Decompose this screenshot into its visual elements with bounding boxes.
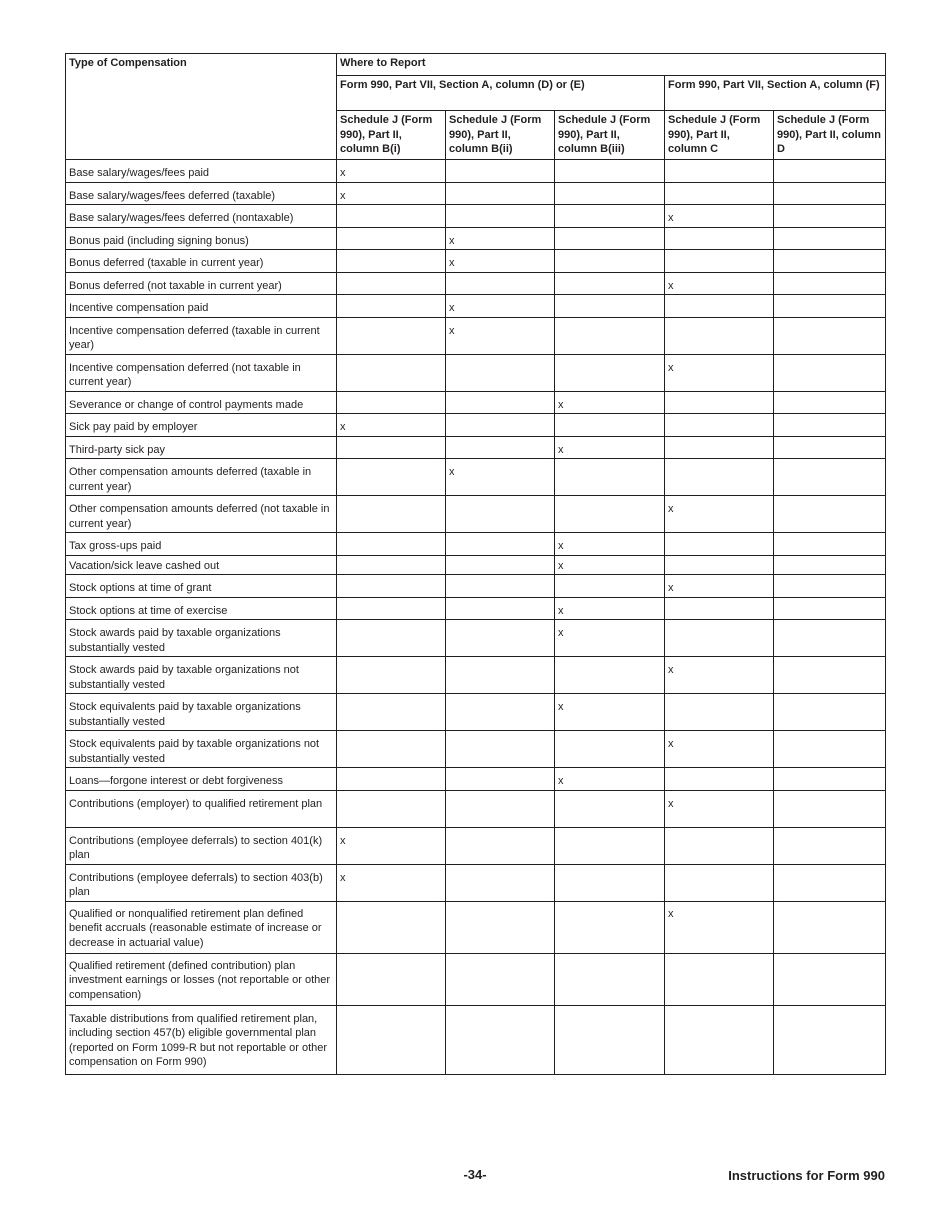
mark-cell [665, 533, 774, 556]
mark-cell [665, 295, 774, 318]
table-row [66, 227, 886, 250]
mark-cell [774, 790, 886, 827]
mark-cell [665, 317, 774, 354]
mark-cell [446, 620, 555, 657]
mark-cell [665, 182, 774, 205]
mark-cell [555, 354, 665, 391]
mark-cell: x [665, 496, 774, 533]
mark-cell [774, 1005, 886, 1074]
row-label: Loans—forgone interest or debt forgiveness [66, 768, 337, 791]
mark-cell [337, 354, 446, 391]
type-of-compensation-header: Type of Compensation [66, 54, 337, 160]
mark-cell [555, 731, 665, 768]
mark-cell [555, 1005, 665, 1074]
mark-cell [337, 205, 446, 228]
mark-cell [337, 272, 446, 295]
mark-cell [665, 250, 774, 273]
mark-cell [446, 436, 555, 459]
mark-cell: x [555, 768, 665, 791]
page-number: -34- [463, 1167, 487, 1182]
mark-cell [774, 575, 886, 598]
mark-cell [555, 459, 665, 496]
row-label: Bonus deferred (taxable in current year) [66, 250, 337, 273]
mark-cell [555, 864, 665, 901]
mark-cell: x [555, 620, 665, 657]
table-row [66, 731, 886, 768]
row-label: Taxable distributions from qualified retirement plan, including section 457(b) eligible governmental plan (reported on Form 1099-R but not reportable or other compensation on Form 990) [66, 1005, 337, 1074]
mark-cell [774, 555, 886, 575]
mark-cell [774, 272, 886, 295]
mark-cell: x [665, 901, 774, 953]
table-row [66, 250, 886, 273]
mark-cell [337, 768, 446, 791]
mark-cell: x [665, 272, 774, 295]
mark-cell [665, 555, 774, 575]
row-label: Other compensation amounts deferred (taxable in current year) [66, 459, 337, 496]
row-label: Incentive compensation deferred (not taxable in current year) [66, 354, 337, 391]
table-row [66, 391, 886, 414]
mark-cell [774, 657, 886, 694]
mark-cell [774, 295, 886, 318]
mark-cell [337, 436, 446, 459]
row-label: Stock awards paid by taxable organizations substantially vested [66, 620, 337, 657]
row-label: Vacation/sick leave cashed out [66, 555, 337, 575]
row-label: Tax gross-ups paid [66, 533, 337, 556]
mark-cell [337, 496, 446, 533]
mark-cell [446, 160, 555, 183]
mark-cell [665, 597, 774, 620]
mark-cell [555, 790, 665, 827]
mark-cell [446, 555, 555, 575]
mark-cell [337, 657, 446, 694]
row-label: Base salary/wages/fees paid [66, 160, 337, 183]
mark-cell: x [337, 182, 446, 205]
mark-cell: x [665, 205, 774, 228]
mark-cell [774, 227, 886, 250]
mark-cell [446, 533, 555, 556]
mark-cell [555, 827, 665, 864]
mark-cell [555, 227, 665, 250]
mark-cell [555, 414, 665, 437]
row-label: Severance or change of control payments made [66, 391, 337, 414]
mark-cell [555, 250, 665, 273]
mark-cell: x [555, 391, 665, 414]
table-row [66, 205, 886, 228]
mark-cell [665, 391, 774, 414]
mark-cell: x [555, 533, 665, 556]
table-row [66, 597, 886, 620]
mark-cell [446, 182, 555, 205]
mark-cell [665, 768, 774, 791]
mark-cell [555, 272, 665, 295]
mark-cell [337, 575, 446, 598]
table-row [66, 182, 886, 205]
row-label: Third-party sick pay [66, 436, 337, 459]
row-label: Stock equivalents paid by taxable organizations not substantially vested [66, 731, 337, 768]
mark-cell [774, 768, 886, 791]
mark-cell [774, 160, 886, 183]
mark-cell [555, 295, 665, 318]
table-row [66, 354, 886, 391]
row-label: Contributions (employer) to qualified retirement plan [66, 790, 337, 827]
mark-cell [446, 496, 555, 533]
mark-cell [665, 227, 774, 250]
table-row [66, 827, 886, 864]
mark-cell: x [555, 597, 665, 620]
column-header-d: Schedule J (Form 990), Part II, column D [774, 111, 886, 160]
row-label: Contributions (employee deferrals) to section 403(b) plan [66, 864, 337, 901]
column-header-c: Schedule J (Form 990), Part II, column C [665, 111, 774, 160]
mark-cell: x [337, 864, 446, 901]
mark-cell [665, 160, 774, 183]
mark-cell [774, 354, 886, 391]
mark-cell [774, 436, 886, 459]
table-row [66, 533, 886, 556]
mark-cell [555, 657, 665, 694]
row-label: Base salary/wages/fees deferred (taxable) [66, 182, 337, 205]
mark-cell [555, 496, 665, 533]
mark-cell [337, 555, 446, 575]
mark-cell [446, 597, 555, 620]
table-row [66, 901, 886, 953]
mark-cell [446, 657, 555, 694]
mark-cell [337, 391, 446, 414]
mark-cell [555, 160, 665, 183]
mark-cell [446, 272, 555, 295]
table-row [66, 864, 886, 901]
mark-cell [446, 391, 555, 414]
table-row [66, 657, 886, 694]
table-row [66, 768, 886, 791]
mark-cell [446, 205, 555, 228]
mark-cell [774, 317, 886, 354]
mark-cell [446, 768, 555, 791]
compensation-rows [66, 160, 886, 1075]
table-row [66, 953, 886, 1005]
mark-cell [774, 694, 886, 731]
mark-cell [774, 864, 886, 901]
mark-cell [555, 317, 665, 354]
table-row [66, 317, 886, 354]
mark-cell [555, 575, 665, 598]
mark-cell [446, 790, 555, 827]
row-label: Contributions (employee deferrals) to section 401(k) plan [66, 827, 337, 864]
table-row [66, 620, 886, 657]
group-de-header: Form 990, Part VII, Section A, column (D) or (E) [337, 76, 665, 111]
mark-cell [337, 295, 446, 318]
mark-cell [665, 1005, 774, 1074]
mark-cell [446, 827, 555, 864]
mark-cell: x [555, 436, 665, 459]
mark-cell: x [555, 555, 665, 575]
mark-cell [337, 953, 446, 1005]
mark-cell [774, 731, 886, 768]
mark-cell [665, 953, 774, 1005]
table-row [66, 694, 886, 731]
table-row [66, 414, 886, 437]
mark-cell [446, 901, 555, 953]
mark-cell: x [446, 317, 555, 354]
row-label: Stock awards paid by taxable organizations not substantially vested [66, 657, 337, 694]
footer-title: Instructions for Form 990 [728, 1168, 885, 1183]
mark-cell [446, 354, 555, 391]
row-label: Bonus paid (including signing bonus) [66, 227, 337, 250]
table-row [66, 575, 886, 598]
mark-cell [337, 731, 446, 768]
mark-cell: x [446, 227, 555, 250]
mark-cell [337, 227, 446, 250]
mark-cell [774, 250, 886, 273]
table-row [66, 496, 886, 533]
mark-cell [665, 414, 774, 437]
mark-cell [665, 620, 774, 657]
mark-cell [665, 436, 774, 459]
mark-cell [337, 620, 446, 657]
mark-cell [337, 790, 446, 827]
mark-cell [555, 182, 665, 205]
mark-cell [665, 827, 774, 864]
row-label: Incentive compensation paid [66, 295, 337, 318]
mark-cell: x [446, 250, 555, 273]
table-row [66, 459, 886, 496]
mark-cell: x [665, 731, 774, 768]
table-row [66, 272, 886, 295]
mark-cell [774, 391, 886, 414]
mark-cell [446, 414, 555, 437]
mark-cell [446, 1005, 555, 1074]
mark-cell: x [337, 827, 446, 864]
column-header-bii: Schedule J (Form 990), Part II, column B(ii) [446, 111, 555, 160]
mark-cell [774, 533, 886, 556]
table-row [66, 436, 886, 459]
row-label: Qualified or nonqualified retirement plan defined benefit accruals (reasonable estimate of increase or decrease in actuarial value) [66, 901, 337, 953]
mark-cell [665, 694, 774, 731]
row-label: Other compensation amounts deferred (not taxable in current year) [66, 496, 337, 533]
row-label: Stock options at time of grant [66, 575, 337, 598]
where-to-report-header: Where to Report [337, 54, 886, 76]
mark-cell [337, 459, 446, 496]
compensation-table [65, 53, 886, 1075]
mark-cell [665, 864, 774, 901]
mark-cell [337, 250, 446, 273]
mark-cell [446, 953, 555, 1005]
table-row [66, 790, 886, 827]
mark-cell [446, 575, 555, 598]
mark-cell: x [337, 160, 446, 183]
mark-cell: x [446, 459, 555, 496]
mark-cell [774, 901, 886, 953]
mark-cell [446, 731, 555, 768]
mark-cell [337, 533, 446, 556]
mark-cell: x [555, 694, 665, 731]
mark-cell [774, 827, 886, 864]
mark-cell [555, 205, 665, 228]
row-label: Qualified retirement (defined contribution) plan investment earnings or losses (not reportable or other compensation) [66, 953, 337, 1005]
mark-cell: x [337, 414, 446, 437]
mark-cell [337, 694, 446, 731]
table-row [66, 555, 886, 575]
column-header-biii: Schedule J (Form 990), Part II, column B(iii) [555, 111, 665, 160]
row-label: Stock equivalents paid by taxable organizations substantially vested [66, 694, 337, 731]
mark-cell [774, 620, 886, 657]
mark-cell [446, 694, 555, 731]
mark-cell [774, 597, 886, 620]
table-row [66, 1005, 886, 1074]
mark-cell: x [665, 575, 774, 598]
mark-cell [774, 496, 886, 533]
mark-cell [774, 953, 886, 1005]
group-f-header: Form 990, Part VII, Section A, column (F) [665, 76, 886, 111]
mark-cell [337, 901, 446, 953]
mark-cell [555, 901, 665, 953]
row-label: Base salary/wages/fees deferred (nontaxable) [66, 205, 337, 228]
row-label: Bonus deferred (not taxable in current year) [66, 272, 337, 295]
mark-cell [337, 597, 446, 620]
mark-cell: x [665, 790, 774, 827]
row-label: Sick pay paid by employer [66, 414, 337, 437]
mark-cell [446, 864, 555, 901]
mark-cell: x [446, 295, 555, 318]
mark-cell [337, 1005, 446, 1074]
row-label: Incentive compensation deferred (taxable in current year) [66, 317, 337, 354]
mark-cell [774, 459, 886, 496]
mark-cell: x [665, 354, 774, 391]
row-label: Stock options at time of exercise [66, 597, 337, 620]
mark-cell [337, 317, 446, 354]
mark-cell [774, 414, 886, 437]
mark-cell [555, 953, 665, 1005]
column-header-bi: Schedule J (Form 990), Part II, column B(i) [337, 111, 446, 160]
mark-cell [774, 205, 886, 228]
mark-cell [665, 459, 774, 496]
table-row [66, 160, 886, 183]
table-row [66, 295, 886, 318]
mark-cell [774, 182, 886, 205]
mark-cell: x [665, 657, 774, 694]
